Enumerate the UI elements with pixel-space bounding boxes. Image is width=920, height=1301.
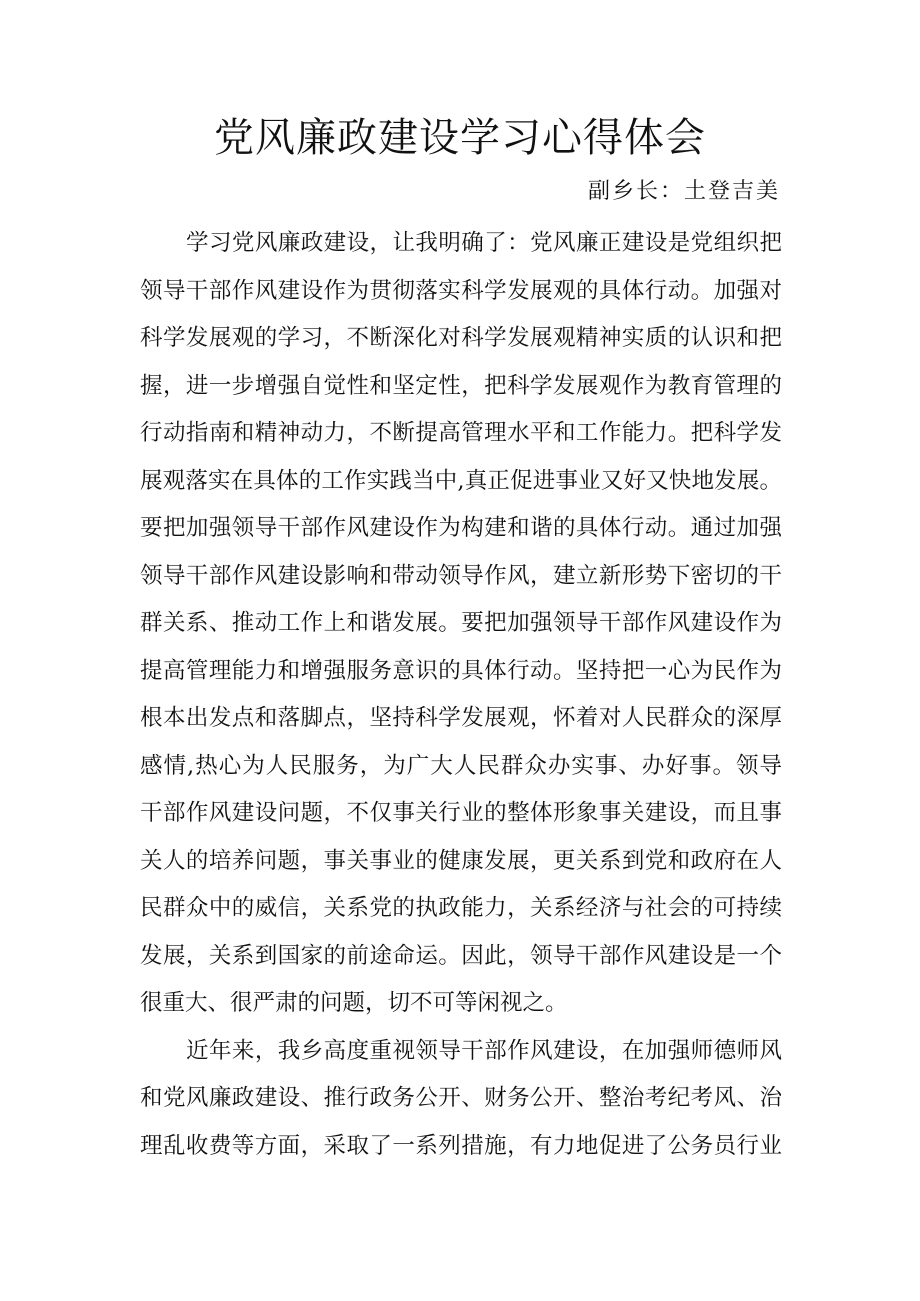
text-line: 发展，关系到国家的前途命运。因此，领导干部作风建设是一个: [140, 942, 782, 969]
document-title: 党风廉政建设学习心得体会: [214, 115, 706, 161]
text-line: 干部作风建设问题，不仅事关行业的整体形象事关建设，而且事: [140, 800, 782, 826]
text-line: 领导干部作风建设影响和带动领导作风，建立新形势下密切的干: [140, 562, 782, 589]
author-line: 副乡长：土登吉美: [587, 179, 780, 204]
text-line: 民群众中的威信，关系党的执政能力，关系经济与社会的可持续: [140, 895, 782, 921]
text-line: 领导干部作风建设作为贯彻落实科学发展观的具体行动。加强对: [140, 277, 782, 304]
text-line: 握，进一步增强自觉性和坚定性，把科学发展观作为教育管理的: [140, 372, 782, 399]
text-line: 群关系、推动工作上和谐发展。要把加强领导干部作风建设作为: [140, 610, 782, 636]
text-line: 感情,热心为人民服务，为广大人民群众办实事、办好事。领导: [140, 752, 782, 779]
document-body: [140, 220, 782, 1170]
text-line: 很重大、很严肃的问题，切不可等闲视之。: [140, 990, 568, 1016]
text-line: 关人的培养问题，事关事业的健康发展，更关系到党和政府在人: [140, 847, 782, 874]
text-line: 科学发展观的学习，不断深化对科学发展观精神实质的认识和把: [140, 325, 782, 351]
text-line: 行动指南和精神动力，不断提高管理水平和工作能力。把科学发: [140, 420, 782, 446]
paragraph: [140, 220, 782, 1028]
text-line: 要把加强领导干部作风建设作为构建和谐的具体行动。通过加强: [140, 515, 782, 541]
text-line: 和党风廉政建设、推行政务公开、财务公开、整治考纪考风、治: [140, 1085, 782, 1111]
text-line: 展观落实在具体的工作实践当中,真正促进事业又好又快地发展。: [140, 467, 782, 494]
text-line: 近年来，我乡高度重视领导干部作风建设，在加强师德师风: [186, 1037, 782, 1064]
text-line: 理乱收费等方面，采取了一系列措施，有力地促进了公务员行业: [140, 1132, 782, 1159]
text-line: 提高管理能力和增强服务意识的具体行动。坚持把一心为民作为: [140, 657, 782, 684]
text-line: 根本出发点和落脚点，坚持科学发展观，怀着对人民群众的深厚: [140, 705, 782, 731]
text-line: 学习党风廉政建设，让我明确了：党风廉正建设是党组织把: [186, 230, 782, 256]
paragraph: [140, 1028, 782, 1171]
